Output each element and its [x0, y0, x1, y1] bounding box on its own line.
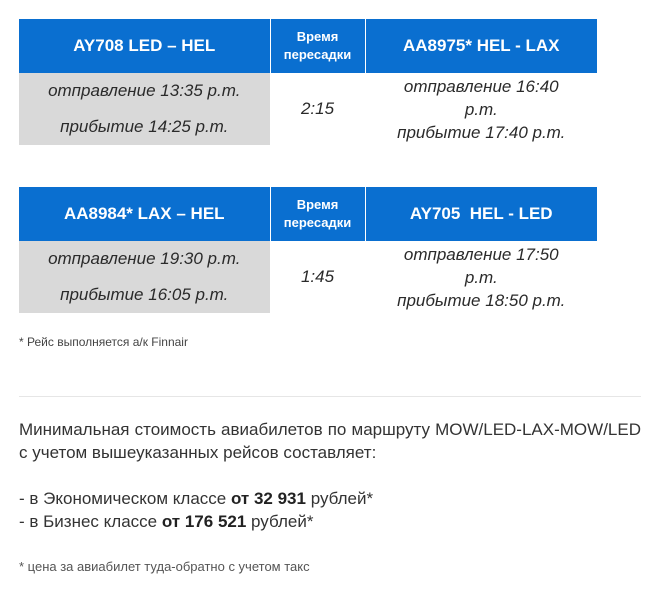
price-summary: [19, 418, 641, 533]
right-arrival: прибытие 17:40 р.т.: [397, 122, 566, 142]
summary-intro: Минимальная стоимость авиабилетов по маршруту MOW/LED-LAX-MOW/LED с учетом вышеуказанных рейсов составляет:: [19, 420, 641, 462]
divider: [19, 396, 641, 397]
transfer-header-line1: Время: [296, 197, 339, 212]
right-departure-line2: р.т.: [464, 99, 498, 119]
flight-header-left: AY708 LED – HEL: [19, 19, 270, 73]
operator-note: * Рейс выполняется а/к Finnair: [19, 335, 188, 349]
flight-header-left: AA8984* LAX – HEL: [19, 187, 270, 241]
flight-header-right: AY705 HEL - LED: [365, 187, 597, 241]
left-arrival: прибытие 14:25 р.т.: [60, 117, 229, 136]
left-departure: отправление 19:30 р.т.: [48, 249, 241, 268]
right-departure-line2: р.т.: [464, 267, 498, 287]
business-price-line: [19, 510, 641, 533]
right-departure-line1: отправление 17:50: [403, 244, 559, 264]
business-prefix: - в Бизнес классе: [19, 512, 162, 531]
transfer-time-header: [270, 19, 365, 73]
right-departure-line1: отправление 16:40: [403, 76, 559, 96]
transfer-time: 2:15: [270, 73, 365, 145]
table-header-row: [19, 19, 597, 73]
left-flight-times: [19, 241, 270, 313]
flight-table-return: [19, 187, 597, 313]
left-departure: отправление 13:35 р.т.: [48, 81, 241, 100]
transfer-time-header: [270, 187, 365, 241]
right-flight-times: [365, 73, 597, 145]
price-footnote: * цена за авиабилет туда-обратно с учетом такс: [19, 559, 310, 574]
economy-suffix: рублей*: [305, 489, 374, 508]
table-header-row: [19, 187, 597, 241]
transfer-time: 1:45: [270, 241, 365, 313]
right-flight-times: [365, 241, 597, 313]
transfer-header-line1: Время: [296, 29, 339, 44]
flight-header-right: AA8975* HEL - LAX: [365, 19, 597, 73]
economy-prefix: - в Экономическом классе: [19, 489, 231, 508]
left-flight-times: [19, 73, 270, 145]
spacer: [19, 464, 641, 487]
table-row: [19, 73, 597, 145]
right-arrival: прибытие 18:50 р.т.: [397, 290, 566, 310]
business-suffix: рублей*: [246, 512, 314, 531]
business-price: от 176 521: [161, 512, 247, 531]
economy-price: от 32 931: [230, 489, 306, 508]
economy-price-line: [19, 487, 641, 510]
table-row: [19, 241, 597, 313]
left-arrival: прибытие 16:05 р.т.: [60, 285, 229, 304]
flight-table-outbound: [19, 19, 597, 145]
transfer-header-line2: пересадки: [283, 215, 352, 230]
transfer-header-line2: пересадки: [283, 47, 352, 62]
